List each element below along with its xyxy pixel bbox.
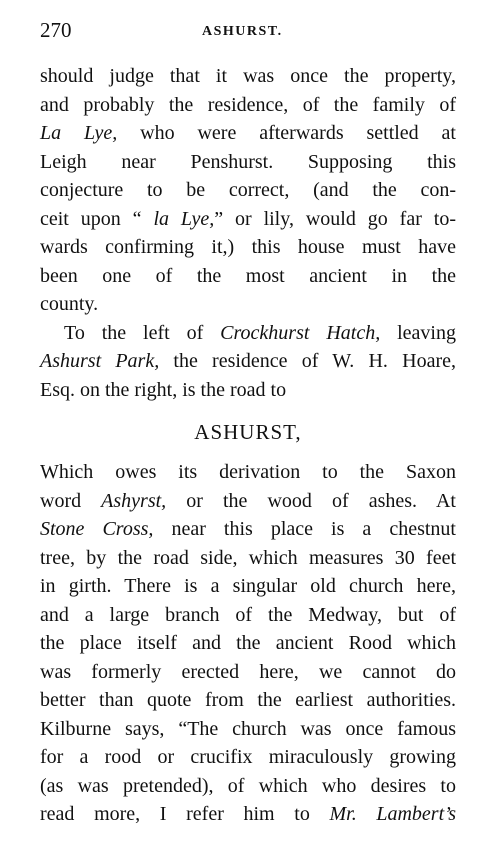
running-title: ASHURST. bbox=[202, 24, 283, 39]
text-line: La Lye, who were afterwards settled at bbox=[40, 122, 456, 144]
text-line: Which owes its derivation to the Saxon bbox=[40, 461, 456, 483]
text-line: Leigh near Penshurst. Supposing this bbox=[40, 150, 456, 173]
text-line: was formerly erected here, we cannot do bbox=[40, 660, 456, 683]
text-line: and a large branch of the Medway, but of bbox=[40, 603, 456, 626]
text-line: county. bbox=[40, 293, 99, 315]
text-line: read more, I refer him to Mr. Lambert’s bbox=[40, 803, 457, 825]
text-line: for a rood or crucifix miraculously growing bbox=[40, 746, 456, 768]
section-heading: ASHURST, bbox=[194, 420, 302, 444]
text-line: Kilburne says, “The church was once famous bbox=[40, 717, 456, 740]
paragraph-3 bbox=[40, 458, 456, 829]
body-text bbox=[40, 62, 456, 829]
text-line: conjecture to be correct, (and the con- bbox=[40, 179, 456, 201]
paragraph-1 bbox=[40, 62, 456, 319]
text-line: ceit upon “ la Lye,” or lily, would go far to- bbox=[40, 207, 456, 230]
text-line: better than quote from the earliest authorities. bbox=[40, 689, 456, 711]
text-line: To the left of Crockhurst Hatch, leaving bbox=[64, 321, 456, 344]
text-line: been one of the most ancient in the bbox=[40, 264, 456, 287]
text-line: wards confirming it,) this house must have bbox=[40, 236, 456, 258]
text-line: (as was pretended), of which who desires to bbox=[40, 774, 456, 797]
page-number: 270 bbox=[40, 18, 72, 42]
text-line: should judge that it was once the property, bbox=[40, 65, 456, 87]
text-line: Ashurst Park, the residence of W. H. Hoare, bbox=[40, 350, 456, 372]
paragraph-2 bbox=[40, 319, 456, 405]
text-line: tree, by the road side, which measures 30 feet bbox=[40, 546, 456, 569]
text-line: and probably the residence, of the family of bbox=[40, 93, 456, 116]
text-line: the place itself and the ancient Rood which bbox=[40, 632, 456, 654]
running-head bbox=[40, 18, 456, 48]
text-line: Stone Cross, near this place is a chestnut bbox=[40, 518, 456, 540]
text-line: word Ashyrst, or the wood of ashes. At bbox=[40, 489, 456, 512]
text-line: in girth. There is a singular old church here, bbox=[40, 575, 456, 597]
text-line: Esq. on the right, is the road to bbox=[40, 378, 287, 401]
